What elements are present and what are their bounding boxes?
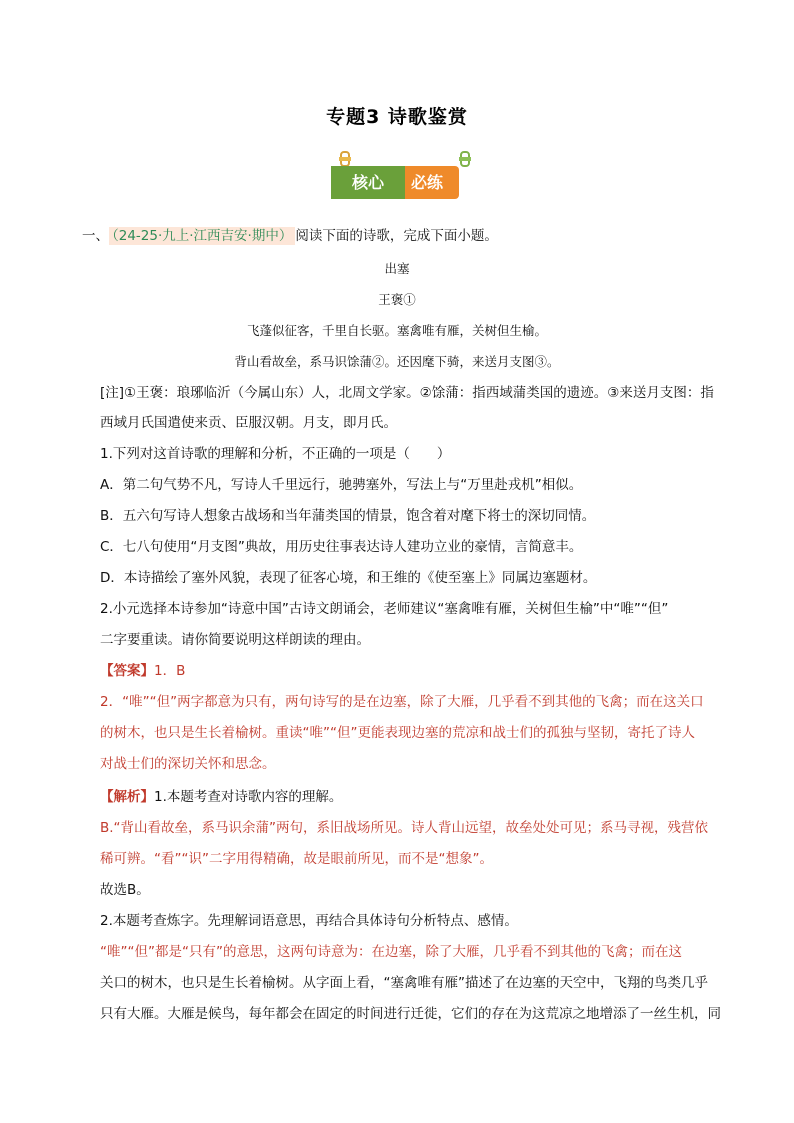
- analysis-b-line-2: 稀可辨。“看”“识”二字用得精确，故是眼前所见，而不是“想象”。: [100, 851, 493, 867]
- poem-title: 出塞: [384, 261, 410, 276]
- analysis-b-line-1: B.“背山看故垒，系马识余蒲”两句，系旧战场所见。诗人背山远望，故垒处处可见；系马寻视，残营依: [100, 820, 709, 836]
- option-b: B．五六句写诗人想象古战场和当年蒲类国的情景，饱含着对麾下将士的深切同情。: [100, 508, 596, 524]
- analysis-line: [100, 787, 342, 807]
- analysis-tag: 【解析】: [100, 789, 154, 805]
- question-2-line-2: 二字要重读。请你简要说明这样朗读的理由。: [100, 632, 370, 648]
- answer-1: 1．B: [154, 663, 186, 679]
- section-banner: [331, 151, 453, 201]
- option-a: A．第二句气势不凡，写诗人千里远行，驰骋塞外，写法上与“万里赴戎机”相似。: [100, 477, 583, 493]
- analysis-2: 2.本题考查炼字。先理解词语意思，再结合具体诗句分析特点、感情。: [100, 913, 518, 929]
- answer-2-line-3: 对战士们的深切关怀和思念。: [100, 756, 276, 772]
- paper-clip-icon: [457, 151, 473, 167]
- answer-tag: 【答案】: [100, 663, 154, 679]
- question-1: 1.下列对这首诗歌的理解和分析，不正确的一项是（ ）: [100, 446, 451, 462]
- note-line-2: 西域月氏国遣使来贡、臣服汉朝。月支，即月氏。: [100, 415, 397, 431]
- note-line-1: [注]①王褒：琅琊临沂（今属山东）人，北周文学家。②馀蒲：指西域蒲类国的遗迹。③来送月支图：指: [100, 385, 714, 401]
- question-2-line-1: 2.小元选择本诗参加“诗意中国”古诗文朗诵会，老师建议“塞禽唯有雁，关树但生榆”中“唯”“但”: [100, 601, 669, 617]
- option-d: D．本诗描绘了塞外风貌，表现了征客心境，和王维的《使至塞上》同属边塞题材。: [100, 570, 597, 586]
- answer-2-line-2: 的树木，也只是生长着榆树。重读“唯”“但”更能表现边塞的荒凉和战士们的孤独与坚韧，寄托了诗人: [100, 725, 695, 741]
- page-title: 专题3 诗歌鉴赏: [326, 106, 468, 128]
- question-number: 一、: [82, 228, 109, 244]
- poem-line-1: 飞蓬似征客，千里自长驱。塞禽唯有雁，关树但生榆。: [246, 323, 547, 338]
- banner-practice-label: 必练: [405, 166, 453, 199]
- analysis-2-line-3: 只有大雁。大雁是候鸟，每年都会在固定的时间进行迁徙，它们的存在为这荒凉之地增添了一丝生机，同: [100, 1006, 721, 1022]
- question-intro: [82, 226, 498, 246]
- answer-2-line-1: 2．“唯”“但”两字都意为只有，两句诗写的是在边塞，除了大雁，几乎看不到其他的飞禽；而在这关口: [100, 694, 704, 710]
- banner-core-label: 核心: [331, 166, 405, 199]
- question-source-badge: （24-25·九上·江西吉安·期中）: [109, 227, 295, 245]
- paper-clip-icon: [337, 151, 353, 167]
- question-instruction: 阅读下面的诗歌，完成下面小题。: [295, 228, 498, 244]
- poem-author: 王褒①: [378, 292, 416, 307]
- option-c: C．七八句使用“月支图”典故，用历史往事表达诗人建功立业的豪情，言简意丰。: [100, 539, 583, 555]
- analysis-2-line-2: 关口的树木，也只是生长着榆树。从字面上看，“塞禽唯有雁”描述了在边塞的天空中，飞翔的鸟类几乎: [100, 975, 708, 991]
- analysis-selection: 故选B。: [100, 882, 150, 898]
- answer-line: [100, 661, 185, 681]
- poem-line-2: 背山看故垒，系马识馀蒲②。还因麾下骑，来送月支图③。: [234, 354, 560, 369]
- analysis-2-line-1: “唯”“但”都是“只有”的意思，这两句诗意为：在边塞，除了大雁，几乎看不到其他的飞禽；而在这: [100, 944, 682, 960]
- analysis-1: 1.本题考查对诗歌内容的理解。: [154, 789, 343, 805]
